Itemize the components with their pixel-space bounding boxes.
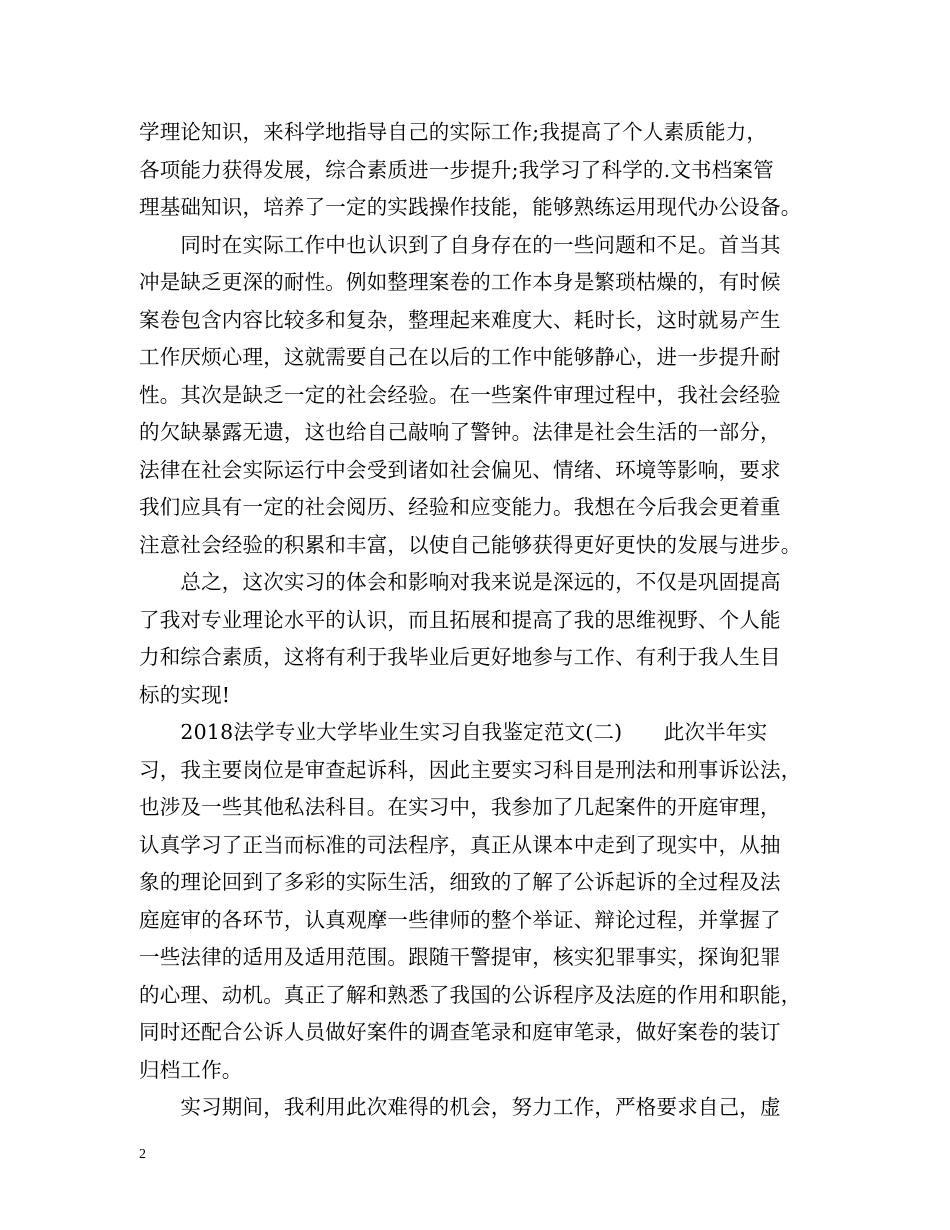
text-line: 总之，这次实习的体会和影响对我来说是深远的，不仅是巩固提高: [139, 570, 781, 594]
text-line: 工作厌烦心理，这就需要自己在以后的工作中能够静心，进一步提升耐: [139, 345, 781, 369]
text-line: 各项能力获得发展，综合素质进一步提升;我学习了科学的.文书档案管: [139, 157, 774, 182]
text-line: 同时在实际工作中也认识到了自身存在的一些问题和不足。首当其: [139, 232, 781, 257]
text-line: 理基础知识，培养了一定的实践操作技能，能够熟练运用现代办公设备。: [139, 195, 802, 219]
body-text: [139, 114, 839, 1127]
text-line: 冲是缺乏更深的耐性。例如整理案卷的工作本身是繁琐枯燥的，有时候: [139, 270, 781, 294]
text-line: 注意社会经验的积累和丰富，以使自己能够获得更好更快的发展与进步。: [139, 532, 802, 557]
text-line: 的欠缺暴露无遗，这也给自己敲响了警钟。法律是社会生活的一部分，: [139, 420, 781, 444]
page-number: 2: [139, 1147, 146, 1162]
section-heading-line: 2018法学专业大学毕业生实习自我鉴定范文(二) 此次半年实: [139, 720, 768, 744]
text-line: 力和综合素质，这将有利于我毕业后更好地参与工作、有利于我人生目: [139, 645, 781, 669]
text-line: 了我对专业理论水平的认识，而且拓展和提高了我的思维视野、个人能: [139, 607, 781, 632]
text-line: 法律在社会实际运行中会受到诸如社会偏见、情绪、环境等影响，要求: [139, 457, 781, 482]
text-line: 的心理、动机。真正了解和熟悉了我国的公诉程序及法庭的作用和职能，: [139, 982, 802, 1007]
text-line: 实习期间，我利用此次难得的机会，努力工作，严格要求自己，虚: [139, 1095, 781, 1119]
text-line: 我们应具有一定的社会阅历、经验和应变能力。我想在今后我会更着重: [139, 495, 781, 519]
text-line: 归档工作。: [139, 1057, 243, 1082]
text-line: 同时还配合公诉人员做好案件的调查笔录和庭审笔录，做好案卷的装订: [139, 1020, 781, 1044]
text-line: 标的实现!: [139, 682, 231, 707]
text-line: 学理论知识，来科学地指导自己的实际工作;我提高了个人素质能力，: [139, 120, 768, 144]
text-line: 认真学习了正当而标准的司法程序，真正从课本中走到了现实中，从抽: [139, 832, 781, 857]
text-line: 习，我主要岗位是审查起诉科，因此主要实习科目是刑法和刑事诉讼法，: [139, 757, 802, 782]
text-line: 性。其次是缺乏一定的社会经验。在一些案件审理过程中，我社会经验: [139, 382, 781, 407]
text-line: 案卷包含内容比较多和复杂，整理起来难度大、耗时长，这时就易产生: [139, 307, 781, 332]
text-line: 一些法律的适用及适用范围。跟随干警提审，核实犯罪事实，探询犯罪: [139, 945, 781, 969]
text-line: 也涉及一些其他私法科目。在实习中，我参加了几起案件的开庭审理，: [139, 795, 781, 819]
text-line: 庭庭审的各环节，认真观摩一些律师的整个举证、辩论过程，并掌握了: [139, 907, 781, 932]
text-line: 象的理论回到了多彩的实际生活，细致的了解了公诉起诉的全过程及法: [139, 870, 781, 894]
